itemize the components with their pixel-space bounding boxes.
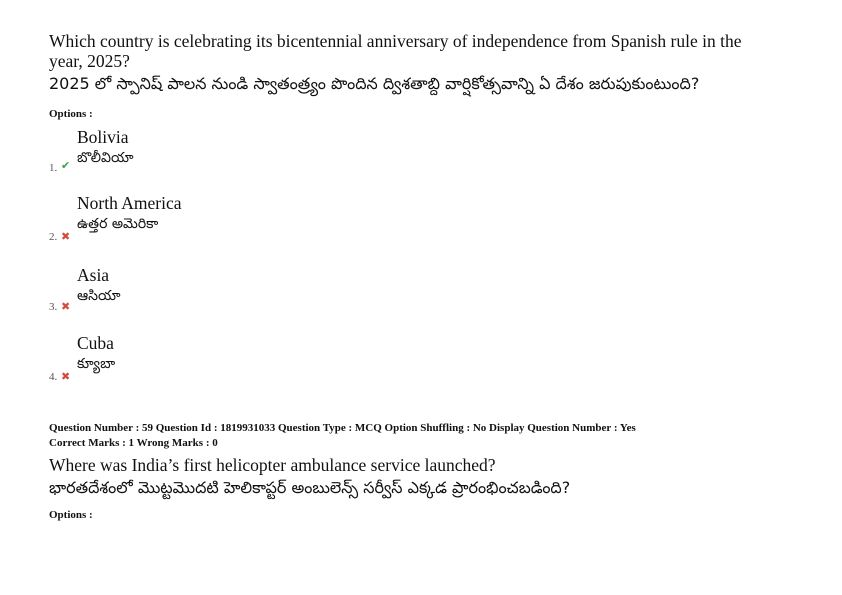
option-3-number: 3. bbox=[49, 301, 58, 313]
option-3 bbox=[49, 265, 449, 325]
option-4 bbox=[49, 333, 449, 393]
option-1-telugu: బొలీవియా bbox=[77, 150, 134, 166]
cross-icon: ✖ bbox=[61, 300, 71, 313]
option-2-number: 2. bbox=[49, 231, 58, 243]
option-1 bbox=[49, 127, 449, 187]
option-2 bbox=[49, 193, 449, 253]
next-question-text-english: Where was India’s first helicopter ambulance service launched? bbox=[49, 455, 496, 475]
option-3-english: Asia bbox=[77, 265, 110, 285]
cross-icon: ✖ bbox=[61, 230, 71, 243]
checkmark-icon: ✔ bbox=[61, 159, 71, 172]
cross-icon: ✖ bbox=[61, 370, 71, 383]
option-4-number: 4. bbox=[49, 371, 58, 383]
option-2-english: North America bbox=[77, 193, 182, 213]
option-1-number: 1. bbox=[49, 162, 58, 174]
option-1-english: Bolivia bbox=[77, 127, 129, 147]
next-question-text-telugu: భారతదేశంలో మొట్టమొదటి హెలికాప్టర్ అంబులెన్స్ సర్వీస్ ఎక్కడ ప్రారంభించబడింది? bbox=[49, 478, 571, 497]
marks-meta-line: Correct Marks : 1 Wrong Marks : 0 bbox=[49, 437, 218, 449]
option-4-telugu: క్యూబా bbox=[77, 356, 116, 372]
option-4-english: Cuba bbox=[77, 333, 114, 353]
options-label: Options : bbox=[49, 108, 93, 120]
question-meta-line: Question Number : 59 Question Id : 1819931033 Question Type : MCQ Option Shuffling : No Display Question Number : Yes bbox=[49, 422, 636, 434]
question-text-telugu: 2025 లో స్పానిష్ పాలన నుండి స్వాతంత్ర్యం పొందిన ద్విశతాబ్ది వార్షికోత్సవాన్ని ఏ దేశం జరుపుకుంటుంది? bbox=[49, 74, 700, 93]
option-2-telugu: ఉత్తర అమెరికా bbox=[77, 216, 159, 232]
next-options-label: Options : bbox=[49, 509, 93, 521]
question-text-english: Which country is celebrating its bicentennial anniversary of independence from Spanish rule in the year, 2025? bbox=[49, 31, 742, 71]
option-3-telugu: ఆసియా bbox=[77, 288, 121, 304]
